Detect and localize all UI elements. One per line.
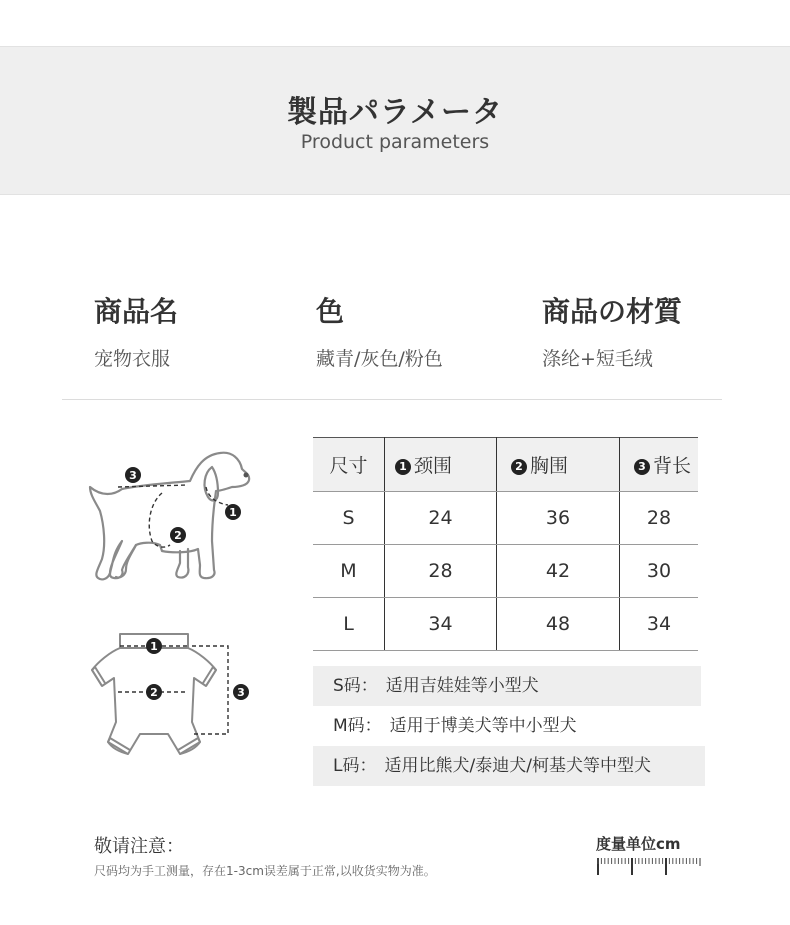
cell-neck: 34 (385, 598, 497, 651)
header-back-label: 背长 (653, 455, 692, 477)
svg-text:2: 2 (150, 686, 158, 699)
dog-badge-1 (225, 504, 241, 520)
header-neck-label: 颈围 (414, 455, 453, 477)
cell-chest: 48 (497, 598, 620, 651)
ruler-icon (597, 856, 701, 876)
shirt-badge-1 (146, 638, 162, 654)
cell-size: L (313, 598, 385, 651)
material-label: 商品の材質 (542, 295, 683, 328)
dog-measure-illustration (80, 445, 260, 590)
fit-text: 适用比熊犬/泰迪犬/柯基犬等中型犬 (384, 756, 651, 776)
fit-row-s (313, 666, 701, 706)
section-divider (62, 399, 722, 400)
fit-code: M码： (333, 716, 382, 736)
header-chest-label: 胸围 (530, 455, 569, 477)
badge-1: 1 (395, 459, 411, 475)
page-subtitle: Product parameters (300, 131, 490, 153)
fit-code: S码： (333, 676, 378, 696)
info-material (542, 290, 682, 371)
material-value: 涤纶+短毛绒 (542, 348, 653, 370)
size-table (313, 437, 698, 651)
dog-badge-2 (170, 527, 186, 543)
page-title: 製品パラメータ (286, 95, 504, 130)
note-title: 敬请注意： (94, 836, 184, 857)
cell-neck: 24 (385, 492, 497, 545)
shirt-badge-3 (233, 684, 249, 700)
header-size: 尺寸 (313, 438, 385, 492)
color-label: 色 (316, 295, 345, 328)
header-chest (497, 438, 620, 492)
info-product-name (94, 290, 178, 371)
svg-text:3: 3 (237, 686, 245, 699)
unit-label: 度量单位cm (596, 835, 681, 853)
fit-row-m (313, 706, 701, 746)
svg-text:3: 3 (129, 469, 137, 482)
shirt-badge-2 (146, 684, 162, 700)
cell-chest: 36 (497, 492, 620, 545)
cell-back: 28 (620, 492, 699, 545)
table-row (313, 545, 698, 598)
cell-chest: 42 (497, 545, 620, 598)
size-table-header (313, 438, 698, 492)
fit-text: 适用吉娃娃等小型犬 (385, 676, 539, 696)
color-value: 藏青/灰色/粉色 (316, 348, 443, 370)
table-row (313, 492, 698, 545)
cell-back: 34 (620, 598, 699, 651)
dog-badge-3 (125, 467, 141, 483)
product-name-value: 宠物衣服 (94, 348, 171, 370)
note-text: 尺码均为手工测量，存在1-3cm误差属于正常,以收货实物为准。 (94, 864, 436, 878)
header-neck (385, 438, 497, 492)
cell-size: S (313, 492, 385, 545)
product-name-label: 商品名 (94, 295, 179, 328)
svg-text:1: 1 (150, 640, 158, 653)
svg-text:1: 1 (229, 506, 237, 519)
table-row (313, 598, 698, 651)
fit-code: L码： (333, 756, 377, 776)
cell-neck: 28 (385, 545, 497, 598)
info-color (316, 290, 443, 371)
svg-text:2: 2 (174, 529, 182, 542)
badge-3: 3 (634, 459, 650, 475)
header-back (620, 438, 699, 492)
fit-text: 适用于博美犬等中小型犬 (389, 716, 577, 736)
header-band (0, 46, 790, 195)
fit-row-l (313, 746, 705, 786)
shirt-measure-illustration (88, 630, 258, 762)
cell-size: M (313, 545, 385, 598)
badge-2: 2 (511, 459, 527, 475)
cell-back: 30 (620, 545, 699, 598)
